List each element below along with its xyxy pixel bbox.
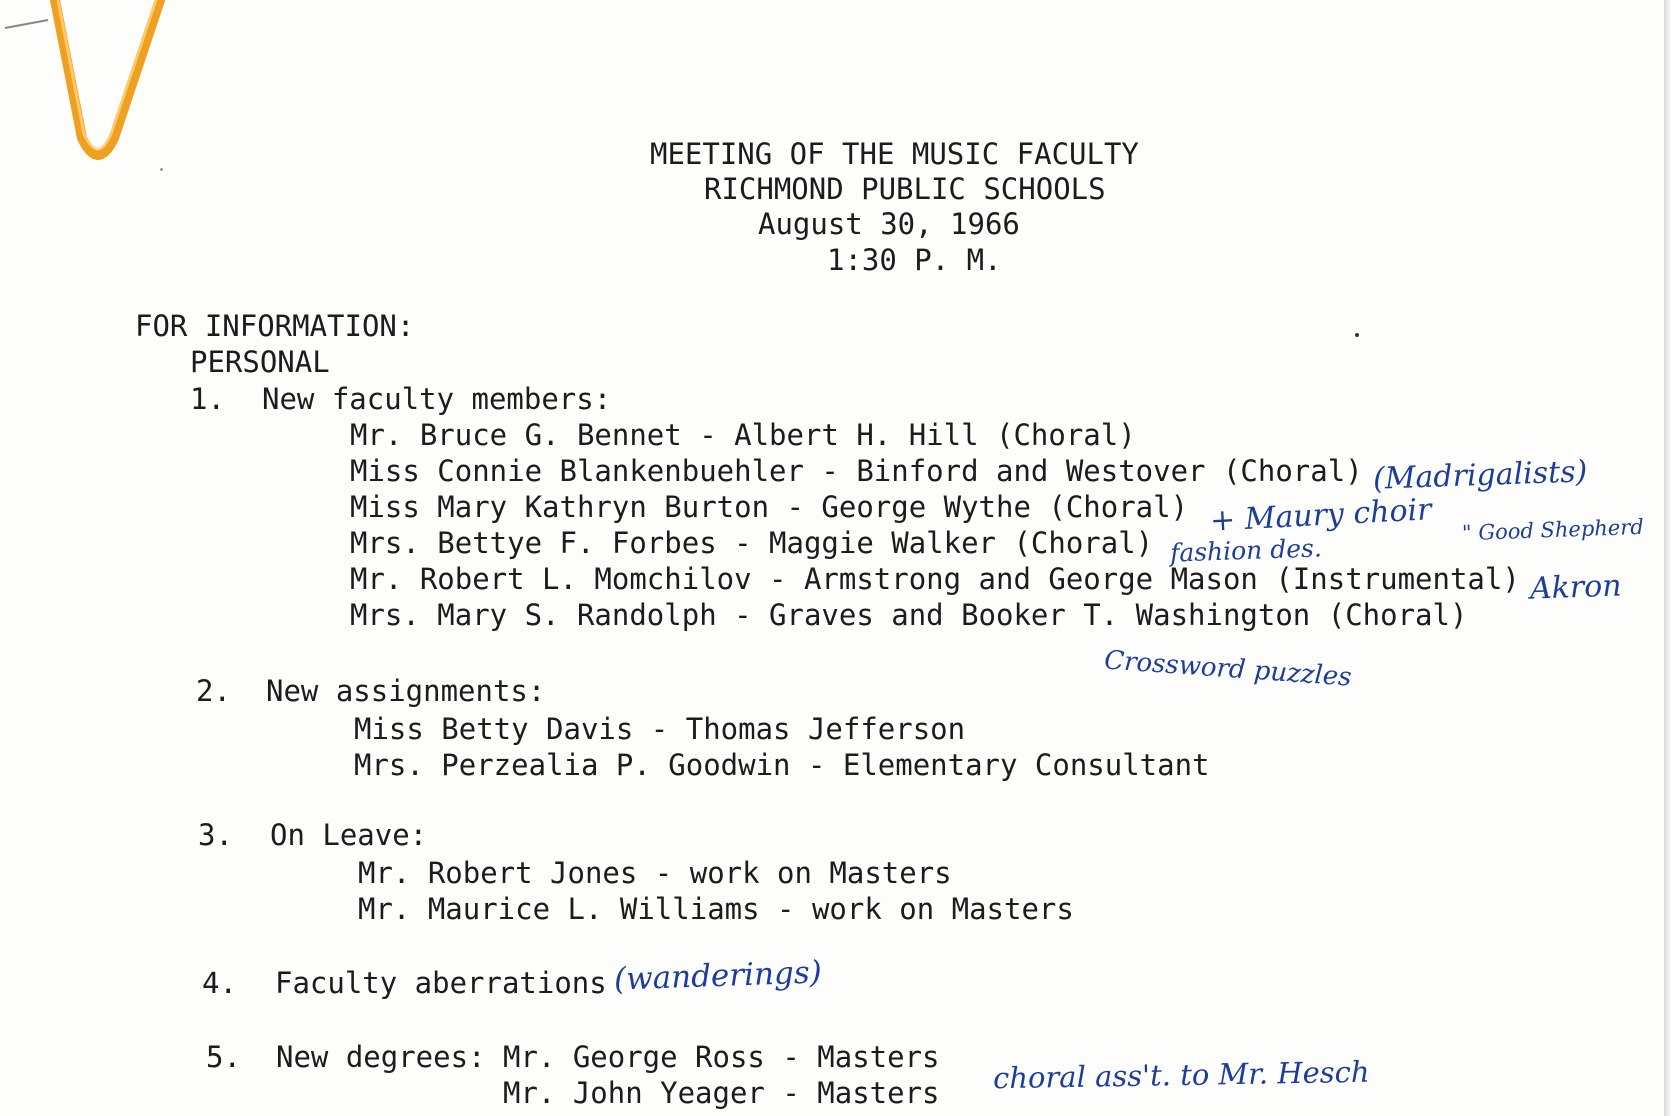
degree-entry: Mr. George Ross - Masters xyxy=(503,1040,940,1074)
handwritten-note: (Madrigalists) xyxy=(1372,454,1588,497)
faculty-entry: Mr. Bruce G. Bennet - Albert H. Hill (Choral) xyxy=(350,418,1136,452)
item-heading: New faculty members: xyxy=(262,382,612,416)
item-number: 2. xyxy=(196,674,231,708)
title-line-2: RICHMOND PUBLIC SCHOOLS xyxy=(704,172,1106,206)
faculty-entry: Mrs. Bettye F. Forbes - Maggie Walker (Choral) xyxy=(350,526,1154,560)
title-line-1: MEETING OF THE MUSIC FACULTY xyxy=(650,137,1139,171)
item-heading: New degrees: xyxy=(276,1040,486,1074)
handwritten-note: Crossword puzzles xyxy=(1103,645,1353,693)
item-number: 1. xyxy=(190,382,225,416)
faculty-entry: Miss Connie Blankenbuehler - Binford and Westover (Choral) xyxy=(350,454,1363,488)
handwritten-note: choral ass't. to Mr. Hesch xyxy=(992,1054,1370,1096)
handwritten-note: fashion des. xyxy=(1169,533,1323,568)
item-heading: On Leave: xyxy=(270,818,428,852)
item-number: 3. xyxy=(198,818,233,852)
paper-clip-icon xyxy=(0,0,180,180)
handwritten-note: " Good Shepherd xyxy=(1461,514,1645,546)
faculty-entry: Mr. Robert L. Momchilov - Armstrong and George Mason (Instrumental) xyxy=(350,562,1520,596)
faculty-entry: Miss Mary Kathryn Burton - George Wythe (Choral) xyxy=(350,490,1189,524)
item-heading: New assignments: xyxy=(266,674,546,708)
leave-entry: Mr. Maurice L. Williams - work on Masters xyxy=(358,892,1074,926)
section-title: FOR INFORMATION: xyxy=(135,309,415,343)
ink-speck xyxy=(160,168,163,171)
ink-speck xyxy=(1355,333,1359,337)
section-subtitle: PERSONAL xyxy=(190,345,330,379)
page-edge-shadow xyxy=(1664,0,1672,1116)
assignment-entry: Mrs. Perzealia P. Goodwin - Elementary Consultant xyxy=(354,748,1210,782)
handwritten-note: (wanderings) xyxy=(613,954,823,998)
item-heading: Faculty aberrations xyxy=(275,966,607,1000)
meeting-time: 1:30 P. M. xyxy=(827,243,1002,277)
meeting-date: August 30, 1966 xyxy=(758,207,1020,241)
item-number: 4. xyxy=(202,966,237,1000)
leave-entry: Mr. Robert Jones - work on Masters xyxy=(358,856,952,890)
item-number: 5. xyxy=(206,1040,241,1074)
degree-entry: Mr. John Yeager - Masters xyxy=(503,1076,940,1110)
faculty-entry: Mrs. Mary S. Randolph - Graves and Booker T. Washington (Choral) xyxy=(350,598,1468,632)
handwritten-note: Akron xyxy=(1529,568,1623,607)
assignment-entry: Miss Betty Davis - Thomas Jefferson xyxy=(354,712,966,746)
handwritten-note: + Maury choir xyxy=(1209,492,1433,539)
